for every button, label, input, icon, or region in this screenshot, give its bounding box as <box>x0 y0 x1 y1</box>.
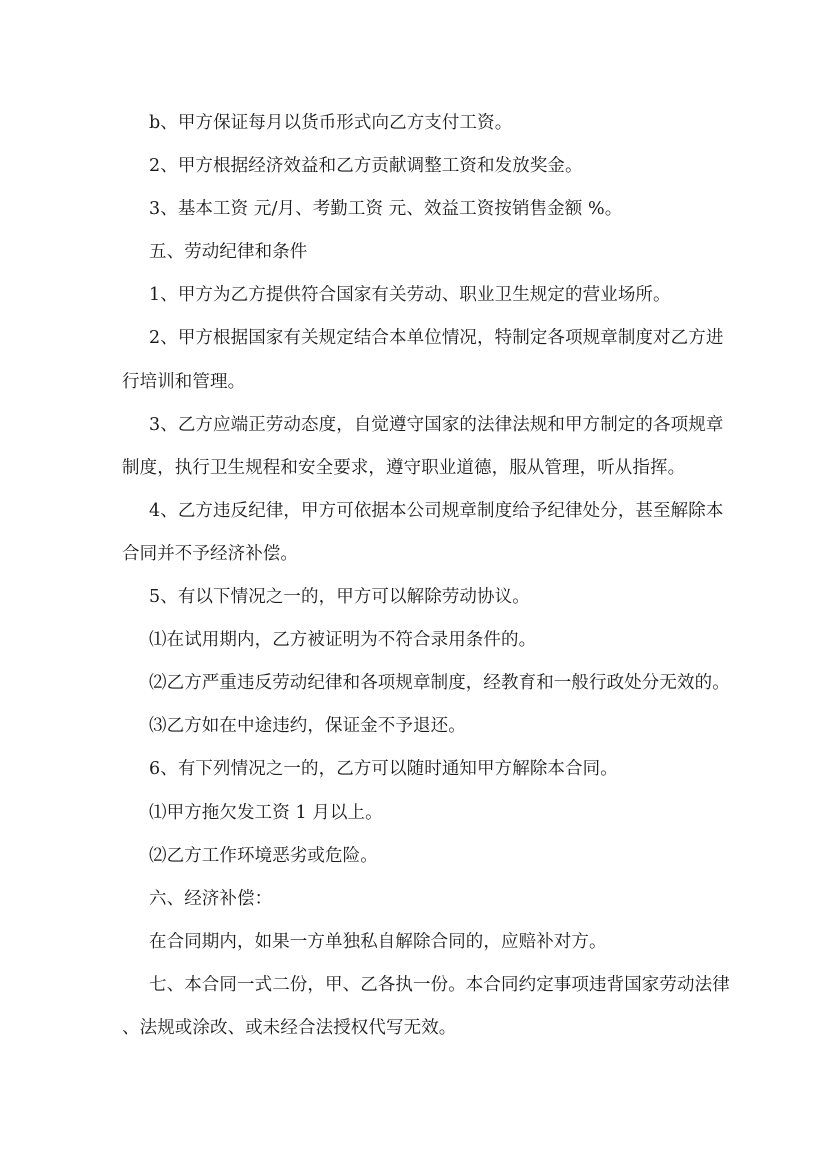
paragraph <box>122 317 722 403</box>
text-line: ⑶乙方如在中途违约，保证金不予退还。 <box>149 716 466 737</box>
text-line: ⑵乙方严重违反劳动纪律和各项规章制度，经教育和一般行政处分无效的。 <box>149 673 730 694</box>
text-line: 合同并不予经济补偿。 <box>122 543 298 564</box>
text-line: 6、有下列情况之一的，乙方可以随时通知甲方解除本合同。 <box>149 759 618 780</box>
paragraph <box>122 705 722 748</box>
text-line: 五、劳动纪律和条件 <box>149 242 308 263</box>
text-line: 在合同期内，如果一方单独私自解除合同的，应赔补对方。 <box>149 931 607 952</box>
text-line: 4、乙方违反纪律，甲方可依据本公司规章制度给予纪律处分，甚至解除本 <box>149 500 724 521</box>
text-line: b、甲方保证每月以货币形式向乙方支付工资。 <box>149 113 513 133</box>
text-line: ⑴在试用期内，乙方被证明为不符合录用条件的。 <box>149 630 537 651</box>
text-line: 5、有以下情况之一的，甲方可以解除劳动协议。 <box>149 587 530 608</box>
paragraph <box>122 102 722 145</box>
paragraph <box>122 878 722 921</box>
paragraph <box>122 792 722 835</box>
text-line: 制度，执行卫生规程和安全要求，遵守职业道德，服从管理，听从指挥。 <box>122 457 686 478</box>
paragraph <box>122 404 722 490</box>
text-line: 3、基本工资 元/月、考勤工资 元、效益工资按销售金额 %。 <box>149 199 623 220</box>
text-line: 1、甲方为乙方提供符合国家有关劳动、职业卫生规定的营业场所。 <box>149 285 671 306</box>
text-line: 七、本合同一式二份，甲、乙各执一份。本合同约定事项违背国家劳动法律 <box>149 974 730 995</box>
text-line: 2、甲方根据国家有关规定结合本单位情况，特制定各项规章制度对乙方进 <box>149 328 724 349</box>
paragraph <box>122 274 722 317</box>
text-line: ⑵乙方工作环境恶劣或危险。 <box>149 845 378 866</box>
text-line: 、法规或涂改、或未经合法授权代写无效。 <box>122 1017 457 1038</box>
paragraph <box>122 964 730 1050</box>
paragraph <box>122 662 730 705</box>
document-page <box>122 102 730 1050</box>
paragraph <box>122 576 722 619</box>
text-line: ⑴甲方拖欠发工资 1 月以上。 <box>149 802 383 823</box>
text-line: 行培训和管理。 <box>122 371 246 392</box>
text-line: 3、乙方应端正劳动态度，自觉遵守国家的法律法规和甲方制定的各项规章 <box>149 414 724 435</box>
paragraph <box>122 145 722 188</box>
text-line: 六、经济补偿： <box>149 888 273 909</box>
paragraph <box>122 619 722 662</box>
text-line: 2、甲方根据经济效益和乙方贡献调整工资和发放奖金。 <box>149 156 583 177</box>
paragraph <box>122 188 722 231</box>
paragraph <box>122 835 722 878</box>
paragraph <box>122 748 722 791</box>
paragraph <box>122 921 722 964</box>
paragraph <box>122 490 722 576</box>
paragraph <box>122 231 722 274</box>
